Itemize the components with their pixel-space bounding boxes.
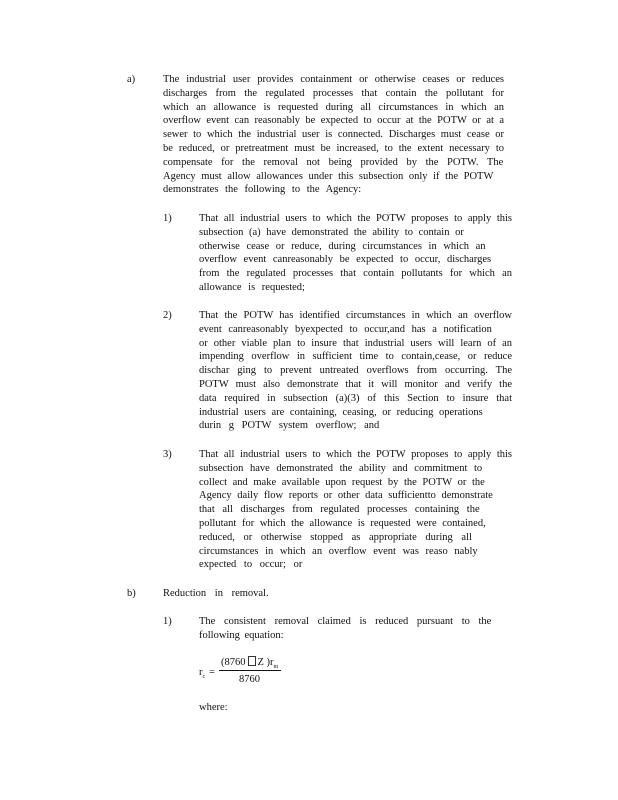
text-line: impending overflow in sufficient time to contain,cease, or reduce (199, 351, 512, 363)
text-line: be reduced, or pretreatment must be increased, to the extent necessary to (163, 142, 504, 154)
text-line: data required in subsection (a)(3) of this Section to insure that (199, 392, 512, 404)
text-line: circumstances in which an overflow event was reaso nably (199, 545, 478, 557)
where-label-block (199, 701, 228, 715)
text-line: which an allowance is requested during all circumstances in which an (163, 101, 504, 113)
text-line: That all industrial users to which the POTW proposes to apply this (199, 213, 512, 224)
text-line: collect and make available upon request by the POTW or the (199, 476, 485, 488)
equation-numerator (221, 656, 278, 670)
text-line: event canreasonably byexpected to occur,and has a notification (199, 323, 492, 335)
text-line: otherwise cease or reduce, during circumstances in which an (199, 240, 486, 252)
text-line: discharges from the regulated processes that contain the pollutant for (163, 87, 504, 99)
fraction-bar (219, 670, 281, 671)
text-line: The industrial user provides containment or otherwise ceases or reduces (163, 74, 504, 85)
missing-glyph-icon (248, 656, 256, 666)
item-a2-marker: 2) (163, 310, 172, 321)
equation-lhs-symbol: r (199, 667, 203, 678)
text-line: or other viable plan to insure that industrial users will learn of an (199, 337, 512, 349)
removal-equation (199, 656, 319, 692)
equation-lhs (199, 667, 205, 680)
text-line: reduced, or otherwise stopped as appropriate during all (199, 531, 472, 543)
item-a3-marker: 3) (163, 449, 172, 460)
text-line: compensate for the removal not being provided by the POTW. The (163, 156, 504, 168)
item-a1-paragraph (199, 212, 512, 295)
equation-numerator-right: Z )r (257, 657, 274, 668)
text-line: that all discharges from regulated processes containing the (199, 504, 480, 516)
item-a3-paragraph (199, 448, 512, 572)
text-line: durin g POTW system overflow; and (199, 420, 380, 432)
section-a-paragraph (163, 73, 504, 197)
text-line: That the POTW has identified circumstances in which an overflow (199, 310, 512, 321)
section-a-marker: a) (127, 74, 136, 85)
where-label: where: (199, 702, 228, 713)
text-line: from the regulated processes that contain pollutants for which an (199, 268, 512, 280)
text-line: pollutant for which the allowance is requested were contained, (199, 517, 486, 529)
text-line: allowance is requested; (199, 281, 305, 293)
text-line: Agency must allow allowances under this subsection only if the POTW (163, 170, 494, 182)
section-b-marker: b) (127, 588, 136, 599)
text-line: Reduction in removal. (163, 588, 269, 599)
equation-equals: = (209, 667, 215, 678)
equation-lhs-subscript: c (202, 674, 206, 681)
text-line: overflow event can reasonably be expected to occur at the POTW or at a (163, 115, 504, 127)
section-b-heading (163, 587, 269, 601)
text-line: dischar ging to prevent untreated overflows from occurring. The (199, 365, 512, 377)
text-line: subsection have demonstrated the ability and commitment to (199, 462, 483, 474)
item-a1-marker: 1) (163, 213, 172, 224)
text-line: sewer to which the industrial user is connected. Discharges must cease or (163, 129, 504, 141)
equation-numerator-left: (8760 (221, 657, 246, 668)
text-line: The consistent removal claimed is reduced pursuant to the (199, 616, 492, 627)
text-line: following equation: (199, 629, 284, 641)
item-b1-paragraph (199, 615, 492, 643)
item-a2-paragraph (199, 309, 512, 433)
text-line: subsection (a) have demonstrated the ability to contain or (199, 226, 464, 238)
item-b1-marker: 1) (163, 616, 172, 627)
text-line: industrial users are containing, ceasing, or reducing operations (199, 406, 483, 418)
text-line: That all industrial users to which the POTW proposes to apply this (199, 449, 512, 460)
equation-denominator: 8760 (239, 674, 260, 685)
text-line: demonstrates the following to the Agency: (163, 184, 362, 196)
equation-numerator-subscript: m (273, 664, 279, 671)
text-line: overflow event canreasonably be expected to occur, discharges (199, 254, 492, 266)
text-line: expected to occur; or (199, 559, 303, 571)
text-line: Agency daily flow reports or other data sufficientto demonstrate (199, 490, 493, 502)
text-line: POTW must also demonstrate that it will monitor and verify the (199, 378, 512, 390)
